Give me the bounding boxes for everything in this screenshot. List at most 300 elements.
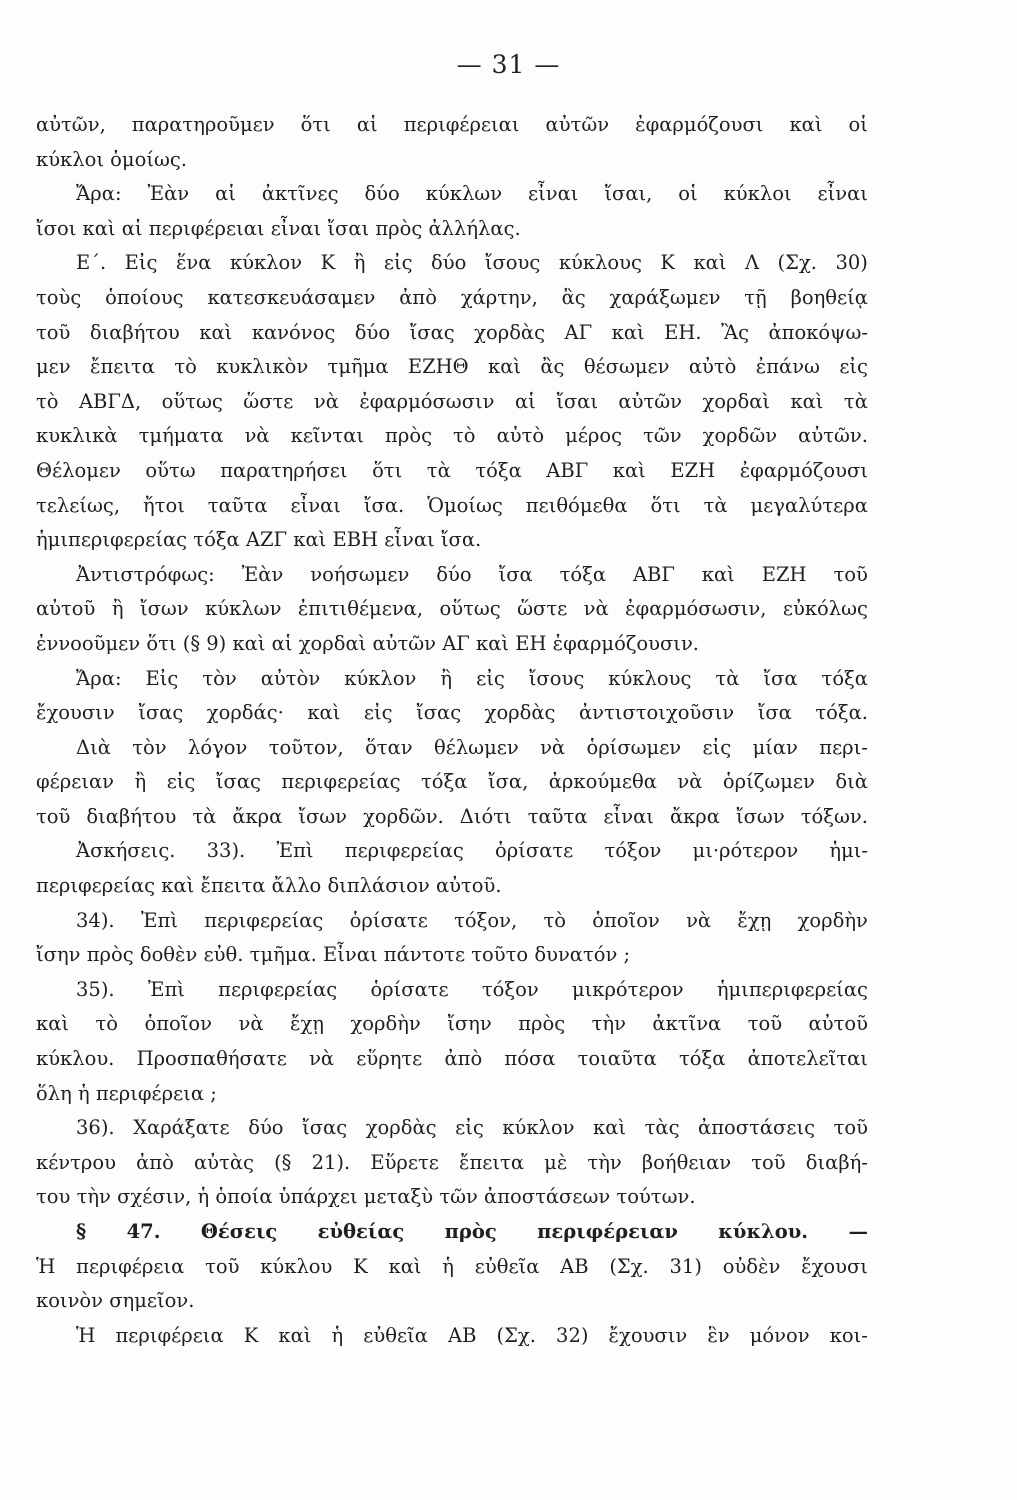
page-number: — 31 — bbox=[456, 50, 561, 79]
word: 31) bbox=[669, 1254, 702, 1278]
word: εἶναι bbox=[290, 493, 341, 517]
word: ὥστε bbox=[517, 597, 568, 621]
word: ὅταν bbox=[365, 735, 413, 759]
word: αἱ bbox=[356, 113, 378, 136]
word: ὁποίους bbox=[105, 285, 184, 309]
word: διαβήτου bbox=[89, 320, 180, 344]
word: Εἰς bbox=[124, 251, 158, 275]
word: φέρειαν bbox=[36, 770, 114, 794]
text-line bbox=[36, 454, 868, 489]
word: καὶ bbox=[612, 458, 646, 482]
word: κύκλον bbox=[502, 1116, 575, 1140]
word: αἱ bbox=[215, 182, 236, 206]
word: νὰ bbox=[583, 597, 609, 621]
word: ΑΓ bbox=[564, 320, 593, 344]
word: ἴσα. bbox=[363, 493, 405, 517]
word: αὐτὸ bbox=[496, 424, 545, 448]
word: ἴσων bbox=[735, 804, 785, 828]
word: ΕΗ. bbox=[664, 320, 702, 344]
text-line bbox=[36, 177, 868, 212]
word: πρὸς bbox=[444, 1220, 497, 1243]
word: περιφερείας bbox=[218, 977, 338, 1001]
word: ἴσας bbox=[416, 701, 462, 725]
text-line: του τὴν σχέσιν, ἡ ὁποία ὑπάρχει μεταξὺ τῶν ἀποστάσεων τούτων. bbox=[36, 1185, 696, 1209]
word: μεν bbox=[36, 355, 71, 379]
word: 33). bbox=[206, 839, 246, 863]
word: κύκλων bbox=[205, 597, 282, 621]
text-line bbox=[36, 246, 868, 281]
text-line bbox=[36, 419, 868, 454]
word: παρατηροῦμεν bbox=[131, 113, 275, 136]
word: τὰ bbox=[843, 389, 868, 413]
word: τὰ bbox=[703, 493, 728, 517]
word: τοῦ bbox=[747, 1012, 783, 1036]
word: Θέλομεν bbox=[36, 458, 121, 482]
word: ἔχουσιν bbox=[608, 1323, 688, 1347]
word: αὐτὰς bbox=[194, 1150, 254, 1174]
word: εὐθεῖα bbox=[474, 1254, 540, 1278]
word: Ἡ bbox=[76, 1323, 96, 1347]
word: καὶ bbox=[789, 113, 823, 136]
word: ἐφαρμόσωσιν bbox=[359, 389, 495, 413]
word: τὴν bbox=[591, 1012, 626, 1036]
word: τοῦ bbox=[751, 1150, 786, 1174]
word: τοῦ bbox=[36, 320, 71, 344]
word: ἓν bbox=[707, 1323, 730, 1347]
word: εἰς bbox=[363, 701, 393, 725]
word: ὁποῖον bbox=[144, 1012, 213, 1036]
word: ἴσα bbox=[498, 562, 533, 586]
word: κέντρου bbox=[36, 1150, 116, 1174]
text-line: ἐννοοῦμεν ὅτι (§ 9) καὶ αἱ χορδαὶ αὐτῶν ΑΓ καὶ ΕΗ ἐφαρμόζουσιν. bbox=[36, 631, 700, 655]
word: νὰ bbox=[309, 1047, 335, 1071]
word: ὁρίσωμεν bbox=[586, 735, 682, 759]
word: χορδὴν bbox=[797, 908, 868, 932]
word: ἴσα bbox=[763, 666, 798, 690]
word: τόξα bbox=[421, 770, 468, 794]
word: Ἐὰν bbox=[241, 562, 284, 586]
word: Κ bbox=[353, 1254, 368, 1278]
text-line bbox=[36, 1215, 868, 1250]
word: ὁρίσατε bbox=[349, 908, 428, 932]
word: Ἐπὶ bbox=[140, 908, 178, 932]
word: κύκλον bbox=[344, 666, 417, 690]
word: χορδῶν bbox=[702, 424, 778, 448]
word: 32) bbox=[556, 1323, 589, 1347]
word: νὰ bbox=[238, 1012, 264, 1036]
text-line bbox=[36, 1111, 868, 1146]
word: τὸ bbox=[95, 1012, 119, 1036]
word: κοι- bbox=[829, 1323, 868, 1347]
word: ΑΒΓΔ, bbox=[78, 389, 142, 413]
word: τῇ bbox=[744, 285, 767, 309]
word: οἱ bbox=[848, 113, 868, 136]
word: περιφέρεια bbox=[115, 1323, 224, 1347]
word: Κ bbox=[320, 251, 336, 275]
text-line bbox=[36, 558, 868, 593]
word: Ἂς bbox=[721, 320, 749, 344]
word: περιφέρειαν bbox=[537, 1220, 678, 1243]
word: δύο bbox=[354, 320, 391, 344]
word: ἴσας bbox=[215, 770, 261, 794]
word: τὴν bbox=[587, 1150, 622, 1174]
word: τοῦ bbox=[36, 804, 71, 828]
word: Ἐπὶ bbox=[276, 839, 314, 863]
word: ἔχῃ bbox=[290, 1012, 324, 1036]
word: ἐπάνω bbox=[755, 355, 820, 379]
word: Εὕρετε bbox=[370, 1150, 439, 1174]
word: ἀκτῖνα bbox=[652, 1012, 722, 1036]
word: χαράξωμεν bbox=[609, 285, 721, 309]
word: καὶ bbox=[693, 251, 727, 275]
word: εἶναι bbox=[528, 182, 579, 206]
word: διὰ bbox=[835, 770, 868, 794]
word: τοῦ bbox=[205, 1254, 240, 1278]
word: χορδῶν. bbox=[363, 804, 444, 828]
word: ΑΒ bbox=[448, 1323, 477, 1347]
word: κατεσκευάσαμεν bbox=[207, 285, 376, 309]
text-line bbox=[36, 1042, 868, 1077]
word: οὕτως bbox=[161, 389, 223, 413]
word: καὶ bbox=[488, 355, 522, 379]
word: ταῦτα bbox=[207, 493, 268, 517]
word: τὸν bbox=[202, 666, 237, 690]
text-line bbox=[36, 1319, 868, 1354]
word: κύκλους bbox=[558, 251, 642, 275]
word: ἡμιπεριφερείας bbox=[716, 977, 868, 1001]
word: ἔχῃ bbox=[737, 908, 772, 932]
word: ἢ bbox=[353, 251, 366, 275]
word: τοιαῦτα bbox=[577, 1047, 657, 1071]
word: τόξα bbox=[678, 1047, 726, 1071]
word: τοὺς bbox=[36, 285, 82, 309]
word: 47. bbox=[126, 1220, 161, 1243]
word: τὰ bbox=[426, 458, 451, 482]
word: ὥστε bbox=[243, 389, 294, 413]
word: εἰς bbox=[476, 666, 505, 690]
word: μι·ρότερον bbox=[692, 839, 799, 863]
word: βοηθείᾳ bbox=[790, 285, 868, 309]
word: νὰ bbox=[540, 735, 566, 759]
word: Ὁμοίως bbox=[427, 493, 503, 517]
word: Ἄρα: bbox=[76, 182, 122, 206]
word: ἔπειτα bbox=[89, 355, 155, 379]
word: κύκλοι bbox=[723, 182, 792, 206]
text-line bbox=[36, 973, 868, 1008]
word: ἐπιτιθέμενα, bbox=[297, 597, 424, 621]
word: καὶ bbox=[388, 1254, 422, 1278]
word: ἤτοι bbox=[142, 493, 185, 517]
word: (Σχ. bbox=[496, 1323, 536, 1347]
word: διαβήτου bbox=[86, 804, 177, 828]
word: μόνον bbox=[749, 1323, 810, 1347]
word: τόξα bbox=[821, 666, 868, 690]
word: κυκλικὰ bbox=[36, 424, 118, 448]
word: θέλωμεν bbox=[433, 735, 519, 759]
word: τὸ bbox=[174, 355, 197, 379]
word: ΑΒΓ bbox=[546, 458, 589, 482]
word: χορδὴν bbox=[350, 1012, 421, 1036]
word: χορδὰς bbox=[484, 701, 556, 725]
word: ἄκρα bbox=[669, 804, 720, 828]
word: αὐτῶν. bbox=[798, 424, 868, 448]
word: ἴσα bbox=[757, 701, 792, 725]
word: ἴσας bbox=[138, 701, 184, 725]
word: μικρότερον bbox=[571, 977, 684, 1001]
word: μεγαλύτερα bbox=[750, 493, 868, 517]
text-line bbox=[36, 731, 868, 766]
word: ἢ bbox=[111, 597, 124, 621]
word: ἐφαρμόζουσι bbox=[739, 458, 868, 482]
word: ἴσων bbox=[139, 597, 189, 621]
word: ἢ bbox=[134, 770, 147, 794]
word: ἴσαι bbox=[556, 389, 598, 413]
word: λόγον bbox=[188, 735, 248, 759]
text-line bbox=[36, 800, 868, 835]
text-line bbox=[36, 1007, 868, 1042]
word: τὰς bbox=[644, 1116, 680, 1140]
word: ἴσους bbox=[528, 666, 585, 690]
word: αὐτὸν bbox=[260, 666, 321, 690]
word: κανόνος bbox=[251, 320, 336, 344]
word: περι- bbox=[819, 735, 868, 759]
word: εὕρητε bbox=[356, 1047, 423, 1071]
word: αὐτὸ bbox=[688, 355, 737, 379]
word: καὶ bbox=[593, 1116, 627, 1140]
word: πόσα bbox=[504, 1047, 556, 1071]
word: κύκλον bbox=[229, 251, 303, 275]
word: εὐκόλως bbox=[782, 597, 868, 621]
word: εἰς bbox=[383, 251, 413, 275]
word: δύο bbox=[436, 562, 472, 586]
text-line bbox=[36, 765, 868, 800]
word: τόξα bbox=[475, 458, 522, 482]
word: εἰς bbox=[839, 355, 868, 379]
word: πειθόμεθα bbox=[525, 493, 628, 517]
word: καὶ bbox=[790, 389, 824, 413]
word: οὕτως bbox=[439, 597, 501, 621]
word: ταῦτα bbox=[527, 804, 588, 828]
word: αὐτοῦ bbox=[808, 1012, 868, 1036]
word: δύο bbox=[431, 251, 467, 275]
text-line bbox=[36, 489, 868, 524]
word: δύο bbox=[248, 1116, 284, 1140]
word: νὰ bbox=[244, 424, 270, 448]
word: ΑΒ bbox=[560, 1254, 589, 1278]
word: εὐθεῖα bbox=[363, 1323, 428, 1347]
word: πρὸς bbox=[518, 1012, 566, 1036]
text-line bbox=[36, 385, 868, 420]
word: περιφερείας bbox=[204, 908, 324, 932]
word: τοῦ bbox=[833, 1116, 868, 1140]
word: νὰ bbox=[313, 389, 339, 413]
word: Ἄρα: bbox=[76, 666, 122, 690]
word: τελείως, bbox=[36, 493, 121, 517]
word: ἀντιστοιχοῦσιν bbox=[579, 701, 735, 725]
text-line bbox=[36, 281, 868, 316]
word: ὅτι bbox=[650, 493, 681, 517]
word: ὅτι bbox=[300, 113, 331, 136]
text-line bbox=[36, 696, 868, 731]
word: εἰς bbox=[166, 770, 196, 794]
word: οὐδὲν bbox=[722, 1254, 781, 1278]
word: ἔχουσι bbox=[801, 1254, 868, 1278]
word: νοήσωμεν bbox=[310, 562, 410, 586]
word: Ἐὰν bbox=[147, 182, 190, 206]
word: περιφερείας bbox=[344, 839, 464, 863]
word: Ἡ bbox=[36, 1254, 56, 1278]
word: χορδάς· bbox=[206, 701, 284, 725]
text-line bbox=[36, 592, 868, 627]
word: Λ bbox=[744, 251, 760, 275]
word: τμήματα bbox=[138, 424, 224, 448]
word: αὐτοῦ bbox=[36, 597, 96, 621]
text-line bbox=[36, 1146, 868, 1181]
word: Θέσεις bbox=[200, 1220, 278, 1243]
word: περιφέρειαι bbox=[403, 113, 520, 136]
word: Ε΄. bbox=[76, 251, 107, 275]
word: ἐφαρμόσωσιν, bbox=[625, 597, 767, 621]
word: μίαν bbox=[752, 735, 798, 759]
word: § bbox=[76, 1220, 87, 1243]
word: τόξων. bbox=[800, 804, 868, 828]
word: ἐφαρμόζουσι bbox=[635, 113, 764, 136]
word: (§ bbox=[274, 1150, 292, 1174]
word: ἡ bbox=[442, 1254, 454, 1278]
word: κυκλικὸν bbox=[216, 355, 309, 379]
word: ἴσους bbox=[484, 251, 541, 275]
word: οἱ bbox=[678, 182, 698, 206]
word: Ἀντιστρόφως: bbox=[76, 562, 215, 586]
word: ὁρίζωμεν bbox=[722, 770, 815, 794]
word: χορδὰς bbox=[365, 1116, 437, 1140]
word: χορδὰς bbox=[474, 320, 546, 344]
text-line bbox=[36, 1250, 868, 1285]
body-text bbox=[36, 108, 868, 1353]
word: τῶν bbox=[643, 424, 682, 448]
text-line bbox=[36, 350, 868, 385]
word: θέσωμεν bbox=[583, 355, 670, 379]
text-line: κοινὸν σημεῖον. bbox=[36, 1289, 195, 1313]
word: ἴσα, bbox=[487, 770, 529, 794]
word: εἰς bbox=[702, 735, 732, 759]
word: ἔχουσιν bbox=[36, 701, 115, 725]
word: 21). bbox=[311, 1150, 351, 1174]
word: τὸν bbox=[132, 735, 167, 759]
word: αὐτῶν bbox=[545, 113, 610, 136]
word: ἴσων bbox=[298, 804, 348, 828]
text-line bbox=[36, 316, 868, 351]
word: τὰ bbox=[192, 804, 217, 828]
word: καὶ bbox=[199, 320, 233, 344]
word: ΕΖΗ bbox=[761, 562, 807, 586]
word: τὸ bbox=[453, 424, 476, 448]
text-line: κύκλοι ὁμοίως. bbox=[36, 147, 187, 171]
word: 34). bbox=[76, 908, 115, 932]
word: ἀπὸ bbox=[136, 1150, 174, 1174]
word: περιφερείας bbox=[281, 770, 401, 794]
word: τμῆμα bbox=[327, 355, 389, 379]
text-line bbox=[36, 904, 868, 939]
word: ἡ bbox=[331, 1323, 344, 1347]
word: χάρτην, bbox=[460, 285, 538, 309]
word: τὰ bbox=[715, 666, 740, 690]
text-line: ἡμιπεριφερείας τόξα ΑΖΓ καὶ ΕΒΗ εἶναι ἴσα. bbox=[36, 528, 482, 552]
word: τοῦ bbox=[833, 562, 868, 586]
word: (Σχ. bbox=[777, 251, 817, 275]
word: (Σχ. bbox=[609, 1254, 649, 1278]
word: κεῖνται bbox=[290, 424, 365, 448]
word: κύκλου. bbox=[36, 1047, 115, 1071]
word: εἰς bbox=[455, 1116, 484, 1140]
word: ὁποῖον bbox=[592, 908, 660, 932]
word: ἔπειτα bbox=[459, 1150, 524, 1174]
text-line bbox=[36, 662, 868, 697]
word: διαβή- bbox=[805, 1150, 868, 1174]
word: Εἰς bbox=[145, 666, 179, 690]
word: τὸ bbox=[543, 908, 566, 932]
word: παρατηρήσει bbox=[220, 458, 348, 482]
word: μέρος bbox=[565, 424, 623, 448]
word: τόξα bbox=[559, 562, 607, 586]
word: χορδαὶ bbox=[702, 389, 771, 413]
word: ὁρίσατε bbox=[495, 839, 574, 863]
word: μὲ bbox=[544, 1150, 568, 1174]
word: τὸ bbox=[36, 389, 59, 413]
word: εὐθείας bbox=[317, 1220, 405, 1243]
word: τόξον bbox=[481, 977, 539, 1001]
word: ἡμι- bbox=[829, 839, 868, 863]
text-line: περιφερείας καὶ ἔπειτα ἄλλο διπλάσιον αὐτοῦ. bbox=[36, 874, 502, 898]
word: κύκλους bbox=[608, 666, 692, 690]
word: αἱ bbox=[514, 389, 536, 413]
word: τοῦτον, bbox=[268, 735, 344, 759]
word: οὕτω bbox=[145, 458, 196, 482]
word: ἀποτελεῖται bbox=[747, 1047, 868, 1071]
word: ἴσας bbox=[409, 320, 455, 344]
word: καὶ bbox=[307, 701, 341, 725]
word: κύκλου. bbox=[718, 1220, 809, 1243]
word: Διὰ bbox=[76, 735, 111, 759]
word: ἴσας bbox=[302, 1116, 348, 1140]
word: Διότι bbox=[459, 804, 512, 828]
word: αὐτῶν, bbox=[36, 113, 106, 136]
text-line: ἴσοι καὶ αἱ περιφέρειαι εἶναι ἴσαι πρὸς ἀλλήλας. bbox=[36, 216, 521, 240]
word: Χαράξατε bbox=[133, 1116, 230, 1140]
word: ἢ bbox=[440, 666, 453, 690]
word: νὰ bbox=[677, 770, 703, 794]
word: τόξον bbox=[604, 839, 662, 863]
word: καὶ bbox=[36, 1012, 70, 1036]
word: βοήθειαν bbox=[641, 1150, 732, 1174]
word: Κ bbox=[660, 251, 675, 275]
word: καὶ bbox=[701, 562, 735, 586]
word: ἕνα bbox=[175, 251, 212, 275]
word: ΑΒΓ bbox=[632, 562, 675, 586]
word: πρὸς bbox=[385, 424, 432, 448]
word: ΕΖΗ bbox=[670, 458, 716, 482]
word: εἶναι bbox=[817, 182, 868, 206]
word: νὰ bbox=[686, 908, 712, 932]
word: ἴσην bbox=[447, 1012, 492, 1036]
word: ἀπὸ bbox=[444, 1047, 483, 1071]
word: κύκλων bbox=[425, 182, 503, 206]
word: 30) bbox=[835, 251, 868, 275]
word: ἀποκόψω- bbox=[768, 320, 868, 344]
word: κύκλου bbox=[260, 1254, 333, 1278]
word: ὅτι bbox=[372, 458, 403, 482]
word: καὶ bbox=[611, 320, 645, 344]
